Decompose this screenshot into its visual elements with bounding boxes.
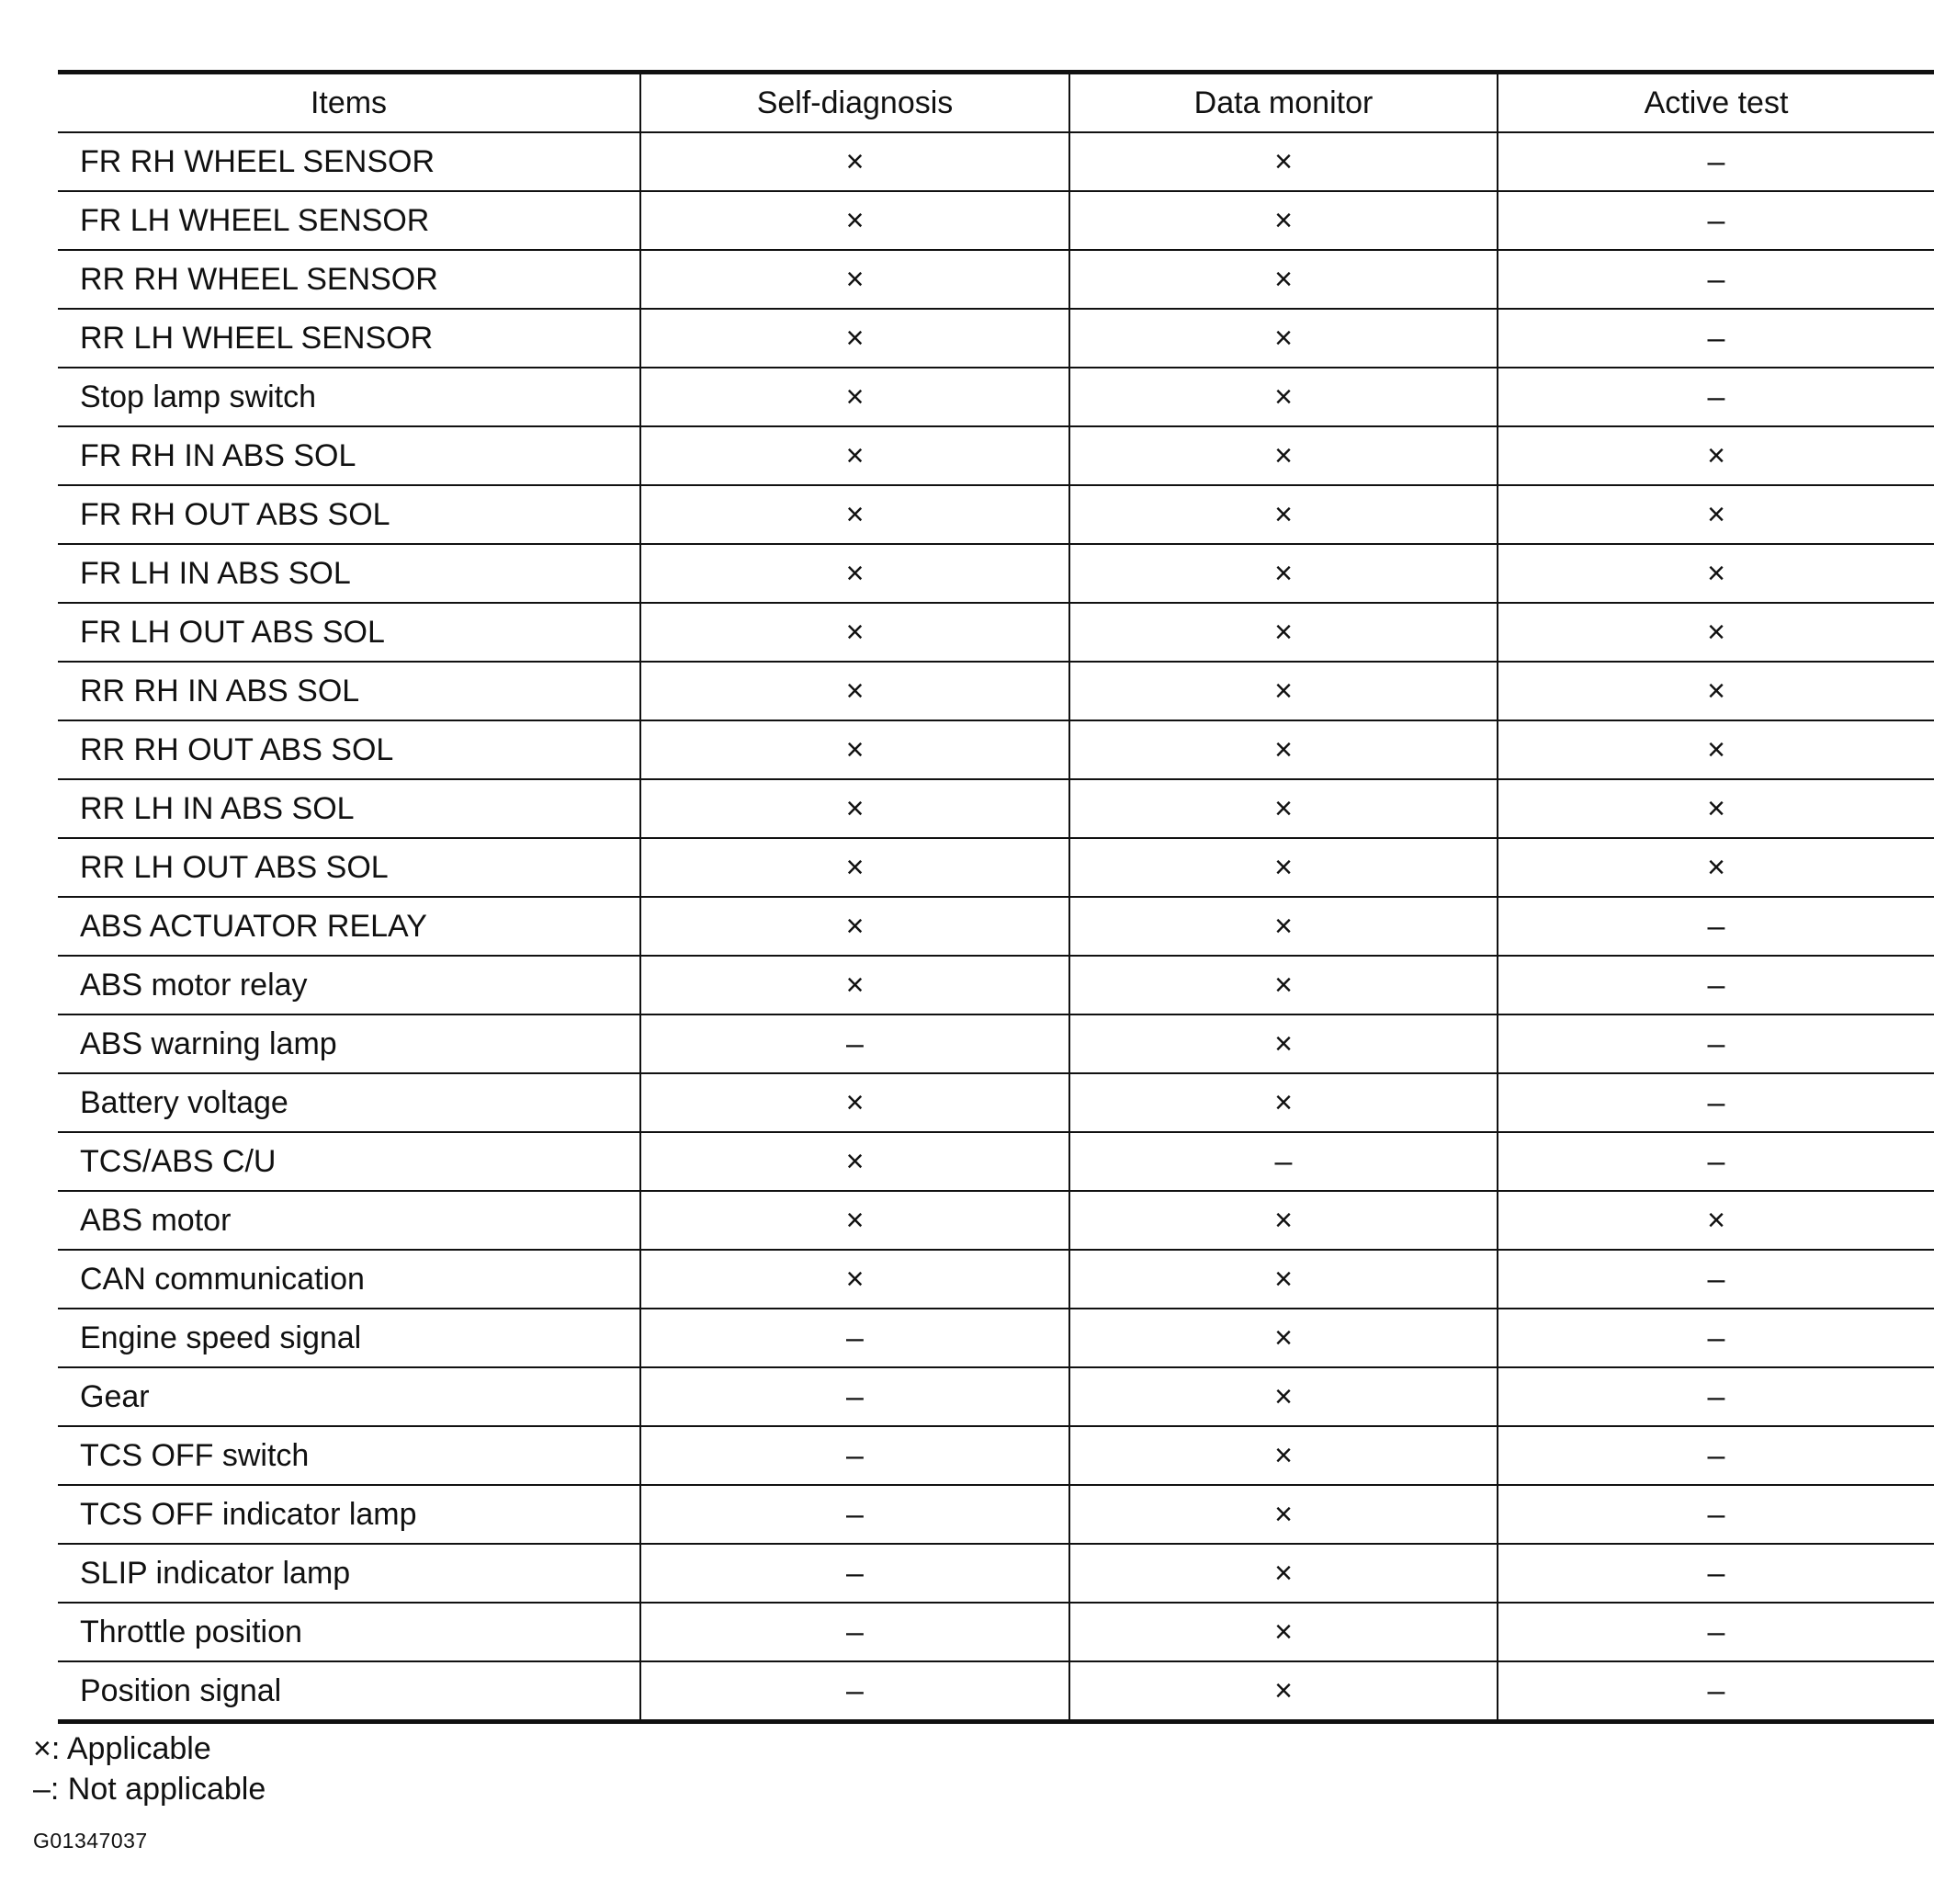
active-test-mark: – [1498, 1250, 1934, 1309]
table-row [58, 779, 1934, 838]
row-item-label: ABS ACTUATOR RELAY [58, 897, 640, 956]
active-test-mark: – [1498, 1132, 1934, 1191]
data-monitor-mark: × [1069, 250, 1498, 309]
active-test-mark: × [1498, 544, 1934, 603]
self-diagnosis-mark: × [640, 368, 1069, 426]
data-monitor-mark: × [1069, 426, 1498, 485]
row-item-label: FR RH OUT ABS SOL [58, 485, 640, 544]
row-item-label: Engine speed signal [58, 1309, 640, 1367]
active-test-mark: – [1498, 897, 1934, 956]
active-test-mark: – [1498, 250, 1934, 309]
data-monitor-mark: × [1069, 1073, 1498, 1132]
active-test-mark: × [1498, 779, 1934, 838]
active-test-mark: – [1498, 309, 1934, 368]
self-diagnosis-mark: × [640, 603, 1069, 662]
active-test-mark: – [1498, 1603, 1934, 1661]
data-monitor-mark: × [1069, 132, 1498, 191]
table-row [58, 1132, 1934, 1191]
data-monitor-mark: × [1069, 720, 1498, 779]
active-test-mark: × [1498, 1191, 1934, 1250]
self-diagnosis-mark: × [640, 720, 1069, 779]
row-item-label: CAN communication [58, 1250, 640, 1309]
row-item-label: TCS OFF switch [58, 1426, 640, 1485]
row-item-label: Position signal [80, 1673, 282, 1708]
row-item-label: RR RH WHEEL SENSOR [58, 250, 640, 309]
self-diagnosis-mark: × [640, 1132, 1069, 1191]
self-diagnosis-mark: – [640, 1309, 1069, 1367]
self-diagnosis-mark: × [640, 1250, 1069, 1309]
table-row [58, 1309, 1934, 1367]
self-diagnosis-mark: – [640, 1661, 1069, 1722]
active-test-mark: – [1498, 1367, 1934, 1426]
data-monitor-mark: × [1069, 956, 1498, 1014]
data-monitor-mark: × [1069, 779, 1498, 838]
active-test-mark: – [1498, 1544, 1934, 1603]
self-diagnosis-mark: × [640, 250, 1069, 309]
active-test-mark: – [1498, 1661, 1934, 1722]
self-diagnosis-mark: – [640, 1426, 1069, 1485]
self-diagnosis-mark: – [640, 1544, 1069, 1603]
active-test-mark: – [1498, 1014, 1934, 1073]
legend-not-applicable: –: Not applicable [33, 1772, 266, 1807]
table-row [58, 1073, 1934, 1132]
self-diagnosis-mark: × [640, 426, 1069, 485]
row-item-label: FR LH IN ABS SOL [58, 544, 640, 603]
row-item-label: TCS OFF indicator lamp [58, 1485, 640, 1544]
row-item-label: RR RH OUT ABS SOL [58, 720, 640, 779]
self-diagnosis-mark: – [640, 1367, 1069, 1426]
self-diagnosis-mark: × [640, 544, 1069, 603]
row-item-label: ABS warning lamp [58, 1014, 640, 1073]
table-body [58, 132, 1934, 1722]
data-monitor-mark: × [1069, 897, 1498, 956]
row-item-label: RR LH IN ABS SOL [58, 779, 640, 838]
self-diagnosis-mark: × [640, 956, 1069, 1014]
data-monitor-mark: × [1069, 1661, 1498, 1722]
self-diagnosis-mark: × [640, 132, 1069, 191]
row-item-label: RR LH WHEEL SENSOR [58, 309, 640, 368]
data-monitor-mark: × [1069, 1014, 1498, 1073]
table-row [58, 309, 1934, 368]
table-row [58, 132, 1934, 191]
table-row [58, 485, 1934, 544]
table-row [58, 544, 1934, 603]
active-test-mark: × [1498, 426, 1934, 485]
row-item-label: ABS motor [58, 1191, 640, 1250]
self-diagnosis-mark: × [640, 779, 1069, 838]
table-row [58, 662, 1934, 720]
active-test-mark: × [1498, 720, 1934, 779]
self-diagnosis-mark: × [640, 191, 1069, 250]
table-row [58, 1191, 1934, 1250]
active-test-mark: – [1498, 1426, 1934, 1485]
active-test-mark: × [1498, 838, 1934, 897]
self-diagnosis-mark: – [640, 1485, 1069, 1544]
table-row [58, 1544, 1934, 1603]
active-test-mark: × [1498, 603, 1934, 662]
active-test-mark: – [1498, 368, 1934, 426]
data-monitor-mark: × [1069, 603, 1498, 662]
row-item-label: TCS/ABS C/U [58, 1132, 640, 1191]
header-items: Items [58, 73, 640, 133]
row-item-label: SLIP indicator lamp [58, 1544, 640, 1603]
active-test-mark: × [1498, 662, 1934, 720]
self-diagnosis-mark: × [640, 838, 1069, 897]
self-diagnosis-mark: × [640, 309, 1069, 368]
table-row [58, 1485, 1934, 1544]
row-item-label: FR LH OUT ABS SOL [58, 603, 640, 662]
table-row [58, 1014, 1934, 1073]
data-monitor-mark: × [1069, 191, 1498, 250]
active-test-mark: – [1498, 132, 1934, 191]
row-item-label: Stop lamp switch [58, 368, 640, 426]
data-monitor-mark: × [1069, 1485, 1498, 1544]
row-item-label: Battery voltage [58, 1073, 640, 1132]
self-diagnosis-mark: × [640, 1073, 1069, 1132]
table-row [58, 191, 1934, 250]
header-active-test: Active test [1498, 73, 1934, 133]
data-monitor-mark: × [1069, 662, 1498, 720]
table-row [58, 603, 1934, 662]
active-test-mark: – [1498, 1073, 1934, 1132]
data-monitor-mark: × [1069, 1250, 1498, 1309]
active-test-mark: – [1498, 191, 1934, 250]
table-row [58, 368, 1934, 426]
data-monitor-mark: – [1069, 1132, 1498, 1191]
data-monitor-mark: × [1069, 368, 1498, 426]
table-row [58, 838, 1934, 897]
diagnosis-function-table [58, 70, 1934, 1724]
row-item-label: FR LH WHEEL SENSOR [58, 191, 640, 250]
table-row [58, 720, 1934, 779]
header-self-diagnosis: Self-diagnosis [640, 73, 1069, 133]
table-row [58, 1603, 1934, 1661]
active-test-mark: – [1498, 1309, 1934, 1367]
row-item-label: RR RH IN ABS SOL [58, 662, 640, 720]
header-data-monitor: Data monitor [1069, 73, 1498, 133]
table-row [58, 426, 1934, 485]
self-diagnosis-mark: × [640, 485, 1069, 544]
data-monitor-mark: × [1069, 1603, 1498, 1661]
row-item-label: ABS motor relay [58, 956, 640, 1014]
table-row [58, 956, 1934, 1014]
self-diagnosis-mark: × [640, 1191, 1069, 1250]
legend-applicable: ×: Applicable [33, 1731, 211, 1766]
row-item-label: Gear [58, 1367, 640, 1426]
table-row [58, 897, 1934, 956]
table-row [58, 1250, 1934, 1309]
row-item-label: RR LH OUT ABS SOL [58, 838, 640, 897]
row-item-label: FR RH IN ABS SOL [58, 426, 640, 485]
figure-id: G01347037 [33, 1829, 148, 1853]
data-monitor-mark: × [1069, 1544, 1498, 1603]
data-monitor-mark: × [1069, 1309, 1498, 1367]
data-monitor-mark: × [1069, 309, 1498, 368]
table-row [58, 1367, 1934, 1426]
data-monitor-mark: × [1069, 485, 1498, 544]
table-row [58, 1661, 1934, 1722]
row-item-label: Throttle position [58, 1603, 640, 1661]
row-item-label: FR RH WHEEL SENSOR [58, 132, 640, 191]
data-monitor-mark: × [1069, 544, 1498, 603]
table-header-row [58, 73, 1934, 133]
self-diagnosis-mark: × [640, 897, 1069, 956]
data-monitor-mark: × [1069, 1426, 1498, 1485]
data-monitor-mark: × [1069, 1191, 1498, 1250]
table-row [58, 1426, 1934, 1485]
data-monitor-mark: × [1069, 838, 1498, 897]
table-row [58, 250, 1934, 309]
self-diagnosis-mark: × [640, 662, 1069, 720]
self-diagnosis-mark: – [640, 1014, 1069, 1073]
active-test-mark: – [1498, 1485, 1934, 1544]
active-test-mark: – [1498, 956, 1934, 1014]
self-diagnosis-mark: – [640, 1603, 1069, 1661]
data-monitor-mark: × [1069, 1367, 1498, 1426]
active-test-mark: × [1498, 485, 1934, 544]
